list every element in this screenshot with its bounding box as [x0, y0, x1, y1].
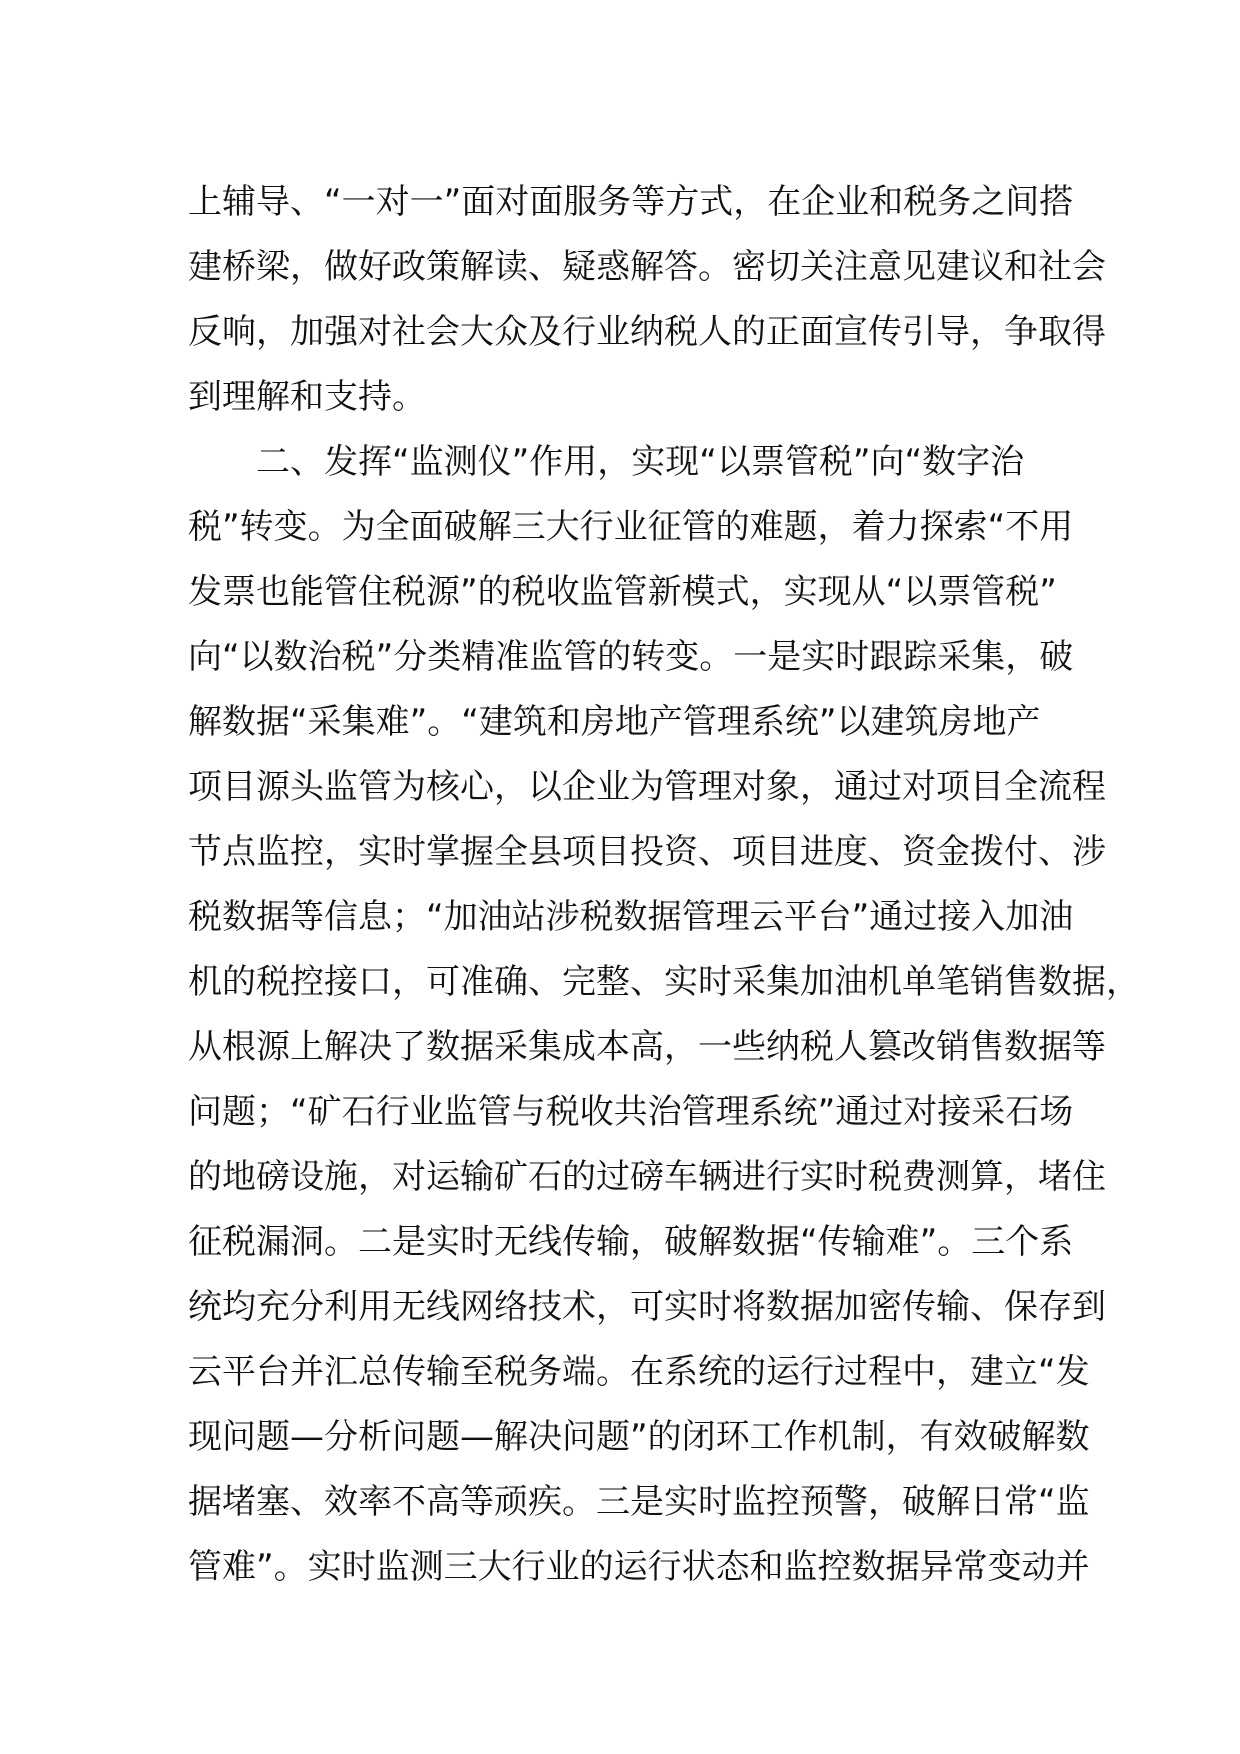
text-line-13: 机的税控接口，可准确、完整、实时采集加油机单笔销售数据， — [188, 962, 1140, 1002]
text-line-16: 的地磅设施，对运输矿石的过磅车辆进行实时税费测算，堵住 — [188, 1157, 1106, 1197]
text-line-15: 问题；“矿石行业监管与税收共治管理系统”通过对接采石场 — [188, 1092, 1074, 1132]
text-line-19: 云平台并汇总传输至税务端。在系统的运行过程中，建立“发 — [188, 1352, 1090, 1392]
text-line-10: 项目源头监管为核心，以企业为管理对象，通过对项目全流程 — [188, 767, 1106, 807]
text-line-6: 税”转变。为全面破解三大行业征管的难题，着力探索“不用 — [188, 507, 1074, 547]
text-line-18: 统均充分利用无线网络技术，可实时将数据加密传输、保存到 — [188, 1287, 1106, 1327]
text-line-3: 反响，加强对社会大众及行业纳税人的正面宣传引导，争取得 — [188, 312, 1106, 352]
section-heading-line: 二、发挥“监测仪”作用，实现“以票管税”向“数字治 — [256, 442, 1025, 482]
text-line-4: 到理解和支持。 — [188, 377, 426, 417]
document-body-text — [188, 170, 1140, 1600]
text-line-20: 现问题—分析问题—解决问题”的闭环工作机制，有效破解数 — [188, 1417, 1090, 1457]
text-line-7: 发票也能管住税源”的税收监管新模式，实现从“以票管税” — [188, 572, 1057, 612]
text-line-11: 节点监控，实时掌握全县项目投资、项目进度、资金拨付、涉 — [188, 832, 1106, 872]
text-line-14: 从根源上解决了数据采集成本高，一些纳税人篡改销售数据等 — [188, 1027, 1106, 1067]
text-line-22: 管难”。实时监测三大行业的运行状态和监控数据异常变动并 — [188, 1547, 1090, 1587]
text-line-17: 征税漏洞。二是实时无线传输，破解数据“传输难”。三个系 — [188, 1222, 1074, 1262]
text-line-2: 建桥梁，做好政策解读、疑惑解答。密切关注意见建议和社会 — [188, 247, 1106, 287]
text-line-12: 税数据等信息；“加油站涉税数据管理云平台”通过接入加油 — [188, 897, 1074, 937]
text-line-9: 解数据“采集难”。“建筑和房地产管理系统”以建筑房地产 — [188, 702, 1041, 742]
text-line-8: 向“以数治税”分类精准监管的转变。一是实时跟踪采集，破 — [188, 637, 1074, 677]
text-line-21: 据堵塞、效率不高等顽疾。三是实时监控预警，破解日常“监 — [188, 1482, 1090, 1522]
text-line-1: 上辅导、“一对一”面对面服务等方式，在企业和税务之间搭 — [188, 182, 1074, 222]
